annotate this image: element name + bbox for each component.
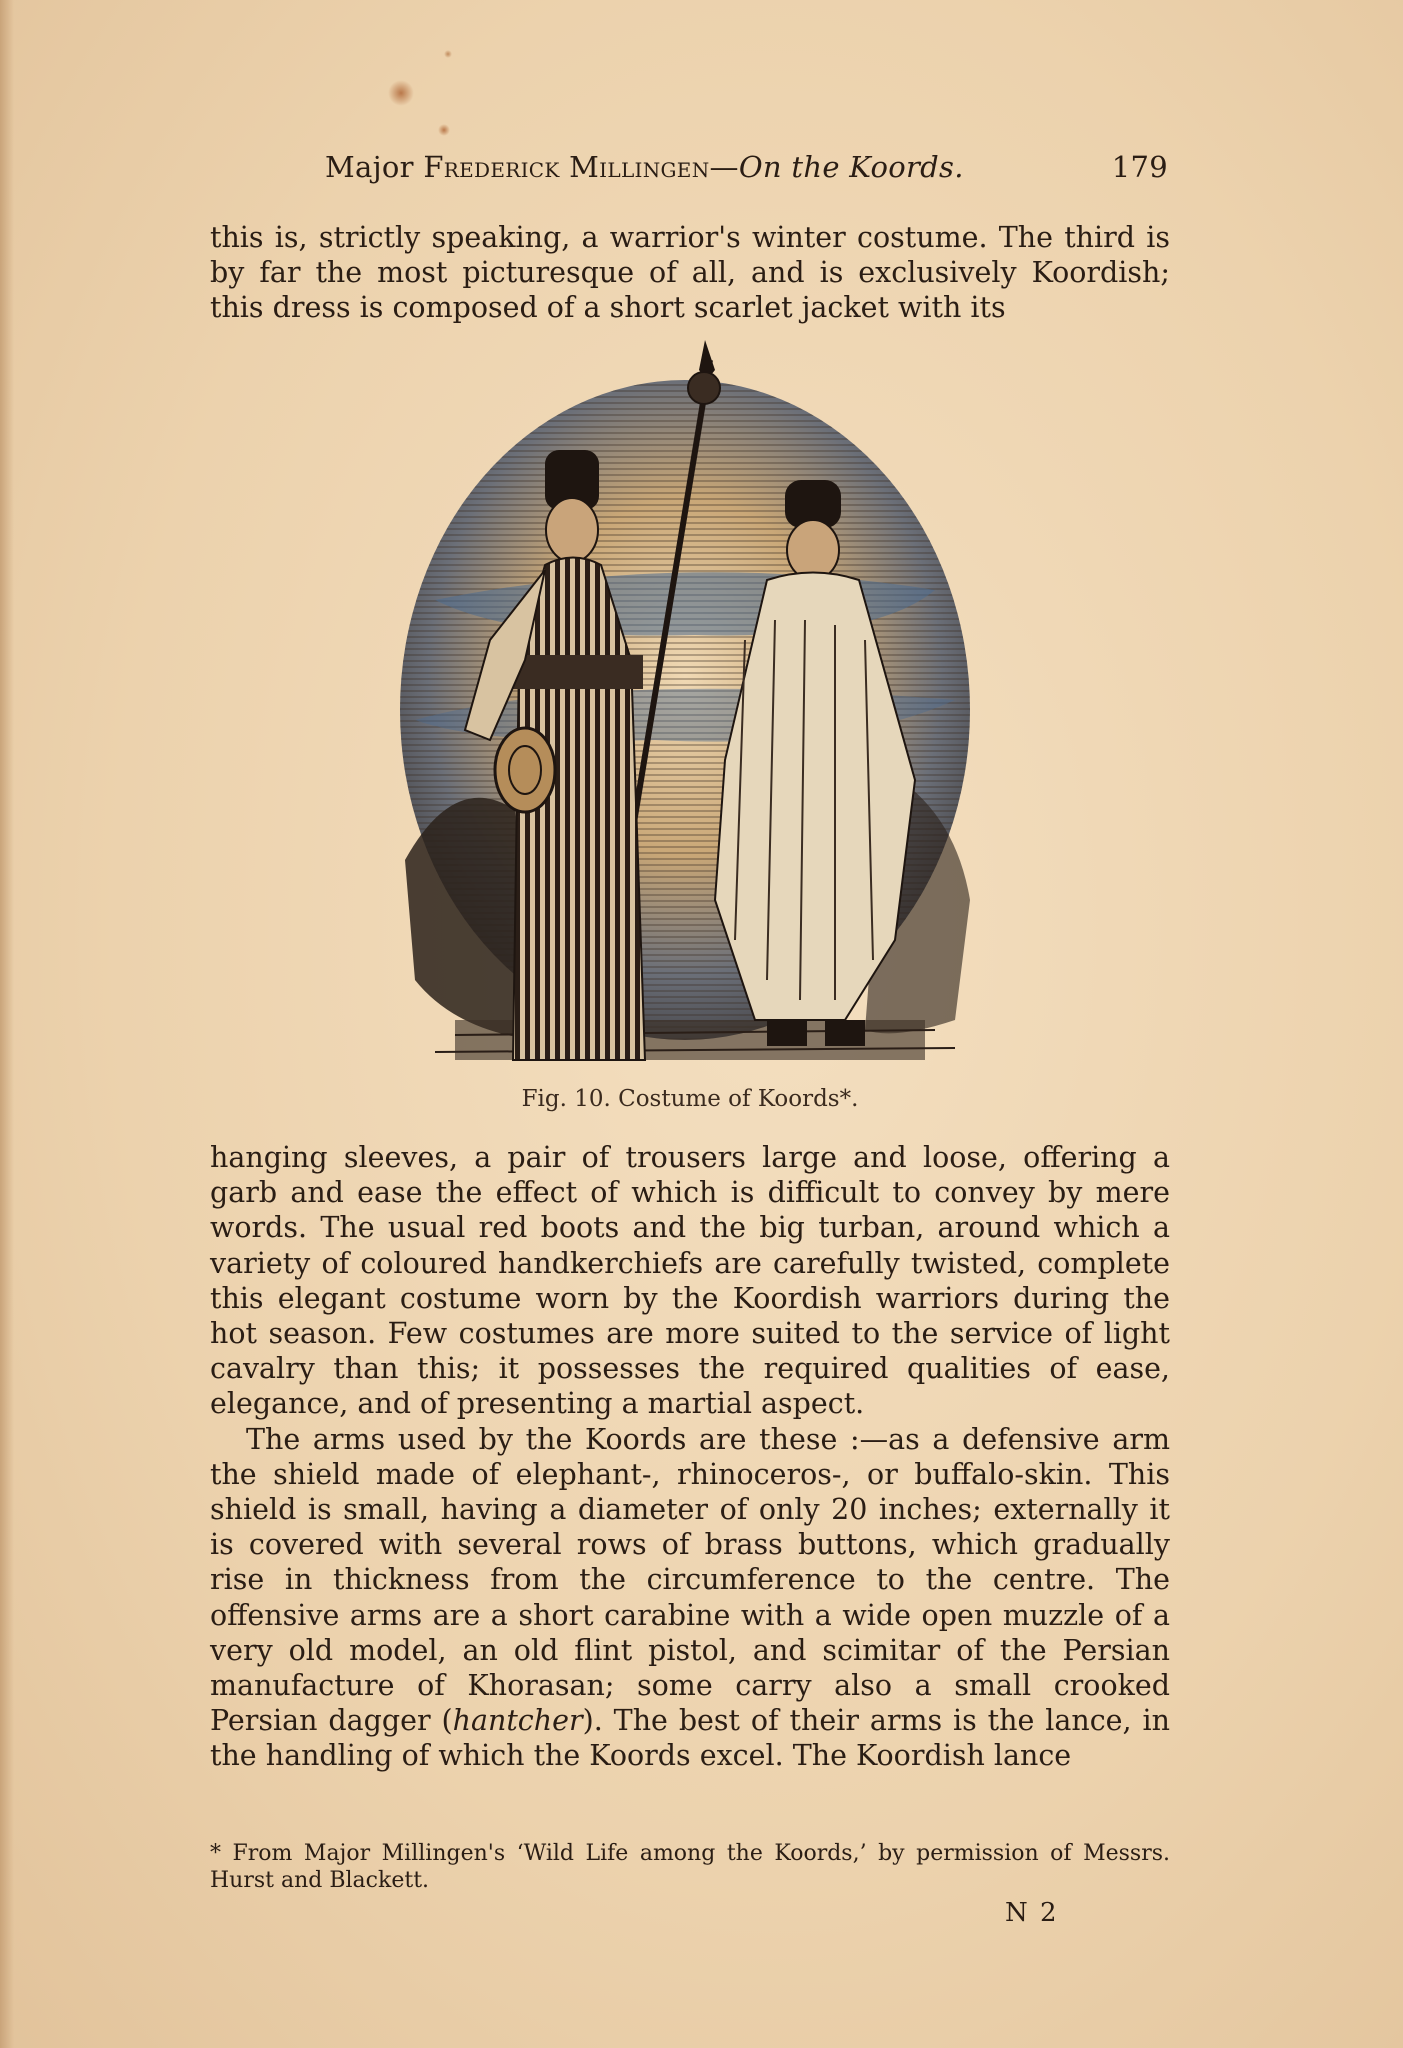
paragraph-text: hanging sleeves, a pair of trousers large and loose, offering a garb and ease the effect of which is difficult to convey by mere words. The usual red boots and the big turban, around which a variety of coloured handkerchiefs are carefully twisted, complete this elegant costume worn by the Koordish warriors during the hot season. Few costumes are more suited to the service of light cavalry than this; it possesses the required qualities of ease, elegance, and of presenting a martial aspect. <box>210 1141 1170 1421</box>
paragraph-text: this is, strictly speaking, a warrior's winter costume. The third is by far the most picturesque of all, and is exclusively Koordish; this dress is composed of a short scarlet jacket with its <box>210 221 1170 325</box>
footnote: * From Major Millingen's ‘Wild Life among the Koords,’ by permission of Messrs. Hurst and Blackett. <box>210 1841 1170 1893</box>
figure-caption: Fig. 10. Costume of Koords*. <box>521 1086 859 1112</box>
body-paragraph-1 <box>210 220 1170 326</box>
signature-mark: N 2 <box>1005 1898 1059 1928</box>
page-edge-shadow <box>0 0 14 2048</box>
running-header <box>210 150 1168 196</box>
ink-stain <box>438 124 450 136</box>
author-name: Frederick Millingen <box>423 150 710 184</box>
page-number: 179 <box>1111 150 1168 184</box>
article-subject: On the Koords. <box>738 150 964 184</box>
body-paragraph-2 <box>210 1140 1170 1774</box>
ink-stain <box>444 50 452 58</box>
running-title: Major Frederick Millingen—On the Koords. <box>325 150 964 184</box>
paragraph-text: The arms used by the Koords are these :—as a defensive arm the shield made of elephant-, rhinoceros-, or buffalo-skin. This shield is small, having a diameter of only 20 inches; externally it is covered with several rows of brass buttons, which gradually rise in thickness from the circumference to the centre. The offensive arms are a short carabine with a wide open muzzle of a very old model, an old flint pistol, and scimitar of the Persian manufacture of Khorasan; some carry also a small crooked Persian dagger (hantcher). The best of their arms is the lance, in the handling of which the Koords excel. The Koordish lance <box>210 1422 1170 1773</box>
italic-term: hantcher <box>452 1704 583 1738</box>
figure-illustration <box>395 340 975 1080</box>
ink-stain <box>388 80 414 106</box>
koords-engraving <box>395 340 975 1080</box>
